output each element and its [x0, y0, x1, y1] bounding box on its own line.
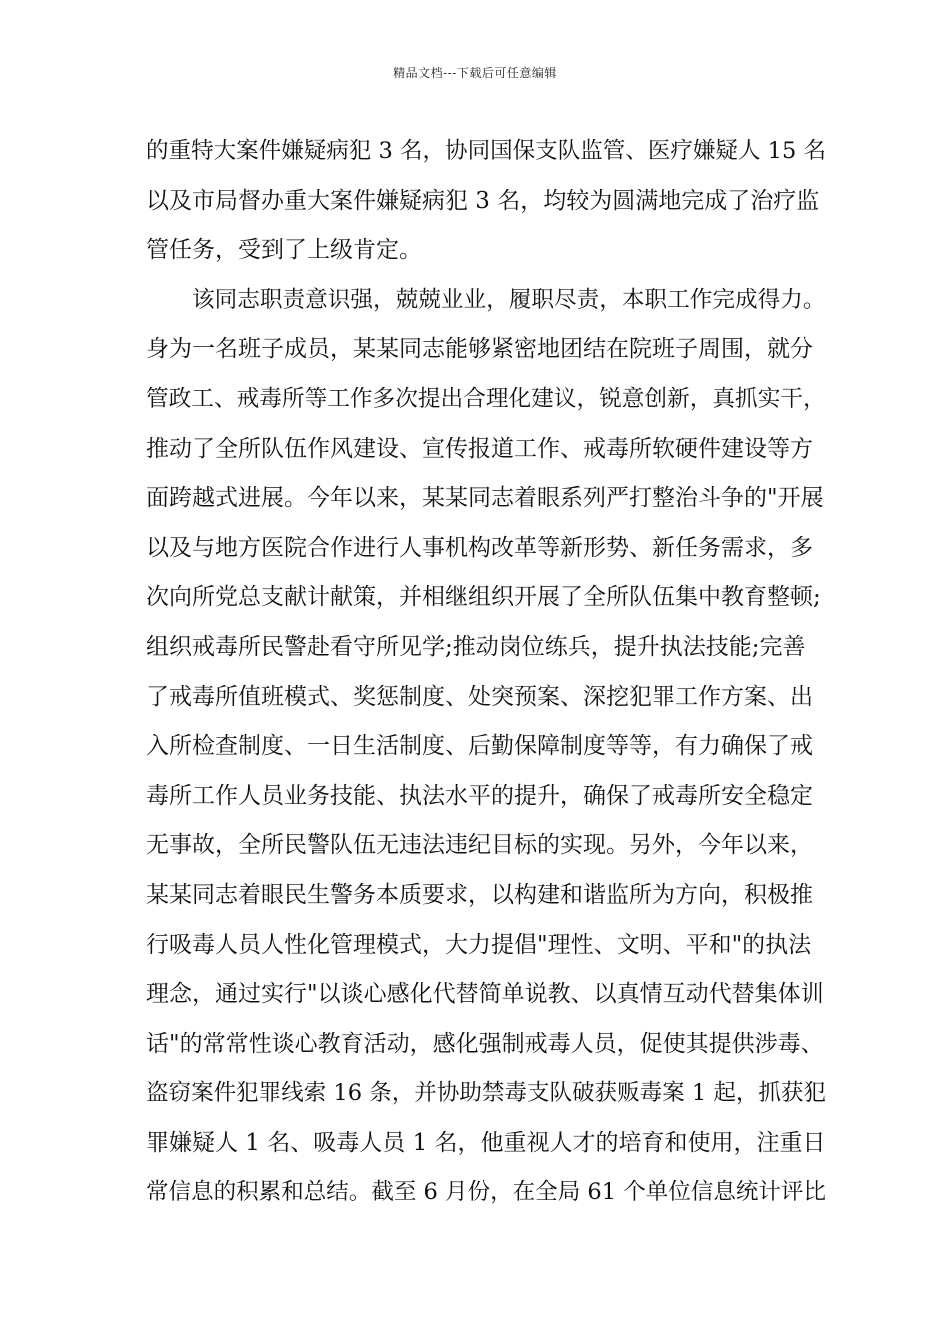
text-line: 推动了全所队伍作风建设、宣传报道工作、戒毒所软硬件建设等方 — [146, 435, 813, 462]
text-line: 管政工、戒毒所等工作多次提出合理化建议，锐意创新，真抓实干， — [146, 385, 826, 412]
text-line: 的重特大案件嫌疑病犯 3 名，协同国保支队监管、医疗嫌疑人 15 名 — [146, 138, 826, 164]
text-line: 话"的常常性谈心教育活动，感化强制戒毒人员，促使其提供涉毒、 — [146, 1030, 824, 1057]
text-line: 行吸毒人员人性化管理模式，大力提倡"理性、文明、平和"的执法 — [146, 931, 812, 958]
text-line: 常信息的积累和总结。截至 6 月份，在全局 61 个单位信息统计评比 — [146, 1179, 826, 1206]
text-line: 身为一名班子成员，某某同志能够紧密地团结在院班子周围，就分 — [146, 336, 813, 363]
text-line: 以及市局督办重大案件嫌疑病犯 3 名，均较为圆满地完成了治疗监 — [146, 187, 820, 214]
text-line: 了戒毒所值班模式、奖惩制度、处突预案、深挖犯罪工作方案、出 — [146, 683, 813, 710]
text-line: 该同志职责意识强，兢兢业业，履职尽责，本职工作完成得力。 — [192, 286, 826, 313]
text-line: 管任务，受到了上级肯定。 — [146, 237, 422, 264]
text-line: 以及与地方医院合作进行人事机构改革等新形势、新任务需求，多 — [146, 534, 813, 561]
document-body — [146, 127, 826, 1218]
text-line: 盗窃案件犯罪线索 16 条，并协助禁毒支队破获贩毒案 1 起，抓获犯 — [146, 1080, 826, 1107]
text-line: 入所检查制度、一日生活制度、后勤保障制度等等，有力确保了戒 — [146, 733, 813, 760]
text-line: 罪嫌疑人 1 名、吸毒人员 1 名，他重视人才的培育和使用，注重日 — [146, 1129, 826, 1156]
text-line: 某某同志着眼民生警务本质要求，以构建和谐监所为方向，积极推 — [146, 881, 813, 908]
text-line: 面跨越式进展。今年以来，某某同志着眼系列严打整治斗争的"开展 — [146, 485, 824, 512]
text-line: 组织戒毒所民警赴看守所见学;推动岗位练兵，提升执法技能;完善 — [146, 633, 806, 660]
text-line: 无事故，全所民警队伍无违法违纪目标的实现。另外，今年以来， — [146, 832, 813, 859]
page-header: 精品文档---下载后可任意编辑 — [393, 66, 557, 80]
text-line: 理念，通过实行"以谈心感化代替简单说教、以真情互动代替集体训 — [146, 981, 824, 1008]
text-line: 次向所党总支献计献策，并相继组织开展了全所队伍集中教育整顿; — [146, 584, 821, 611]
text-line: 毒所工作人员业务技能、执法水平的提升，确保了戒毒所安全稳定 — [146, 782, 813, 809]
